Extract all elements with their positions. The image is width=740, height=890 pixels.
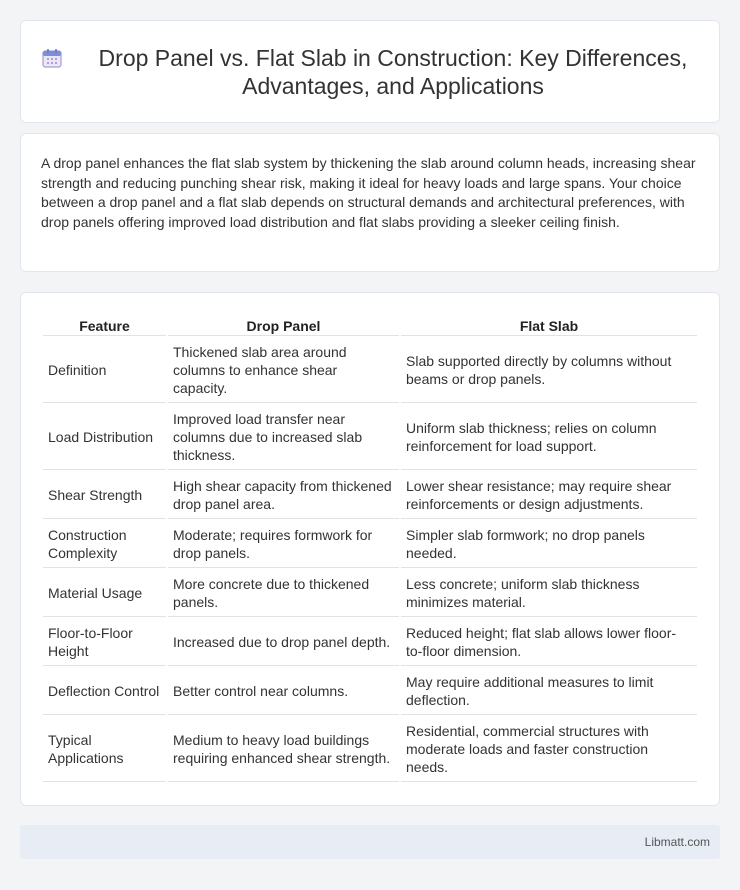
table-row	[43, 717, 697, 782]
table-row	[43, 521, 697, 568]
feature-cell: Typical Applications	[43, 717, 166, 782]
drop-panel-cell: Moderate; requires formwork for drop panels.	[168, 521, 399, 568]
table-row	[43, 570, 697, 617]
comparison-table	[41, 313, 699, 784]
drop-panel-cell: Improved load transfer near columns due to increased slab thickness.	[168, 405, 399, 470]
drop-panel-cell: High shear capacity from thickened drop panel area.	[168, 472, 399, 519]
table-row	[43, 338, 697, 403]
feature-cell: Definition	[43, 338, 166, 403]
flat-slab-cell: Uniform slab thickness; relies on column reinforcement for load support.	[401, 405, 697, 470]
page-title: Drop Panel vs. Flat Slab in Construction: Key Differences, Advantages, and Applications	[98, 44, 688, 99]
table-row	[43, 472, 697, 519]
feature-cell: Material Usage	[43, 570, 166, 617]
table-row	[43, 668, 697, 715]
feature-cell: Floor-to-Floor Height	[43, 619, 166, 666]
drop-panel-cell: Better control near columns.	[168, 668, 399, 715]
feature-cell: Load Distribution	[43, 405, 166, 470]
header-drop-panel: Drop Panel	[168, 315, 399, 336]
feature-cell: Deflection Control	[43, 668, 166, 715]
footer	[20, 825, 720, 859]
calendar-icon	[41, 47, 63, 69]
header-feature: Feature	[43, 315, 166, 336]
drop-panel-cell: Increased due to drop panel depth.	[168, 619, 399, 666]
flat-slab-cell: Reduced height; flat slab allows lower floor-to-floor dimension.	[401, 619, 697, 666]
header-flat-slab: Flat Slab	[401, 315, 697, 336]
feature-cell: Shear Strength	[43, 472, 166, 519]
table-header-row	[43, 315, 697, 336]
table-row	[43, 619, 697, 666]
flat-slab-cell: May require additional measures to limit deflection.	[401, 668, 697, 715]
table-row	[43, 405, 697, 470]
flat-slab-cell: Lower shear resistance; may require shear reinforcements or design adjustments.	[401, 472, 697, 519]
intro-card	[20, 133, 720, 272]
drop-panel-cell: Medium to heavy load buildings requiring enhanced shear strength.	[168, 717, 399, 782]
flat-slab-cell: Slab supported directly by columns without beams or drop panels.	[401, 338, 697, 403]
footer-brand: Libmatt.com	[644, 835, 710, 849]
drop-panel-cell: More concrete due to thickened panels.	[168, 570, 399, 617]
flat-slab-cell: Simpler slab formwork; no drop panels needed.	[401, 521, 697, 568]
intro-paragraph: A drop panel enhances the flat slab system by thickening the slab around column heads, increasing shear strength and reducing punching shear risk, making it ideal for heavy loads and large spans. Your choice between a drop panel and a flat slab depends on structural demands and architectural preferences, with drop panels offering improved load distribution and flat slabs providing a sleeker ceiling finish.	[41, 155, 696, 230]
comparison-table-card	[20, 292, 720, 806]
flat-slab-cell: Residential, commercial structures with moderate loads and faster construction needs.	[401, 717, 697, 782]
header	[21, 21, 719, 122]
flat-slab-cell: Less concrete; uniform slab thickness minimizes material.	[401, 570, 697, 617]
drop-panel-cell: Thickened slab area around columns to enhance shear capacity.	[168, 338, 399, 403]
feature-cell: Construction Complexity	[43, 521, 166, 568]
header-card	[20, 20, 720, 123]
